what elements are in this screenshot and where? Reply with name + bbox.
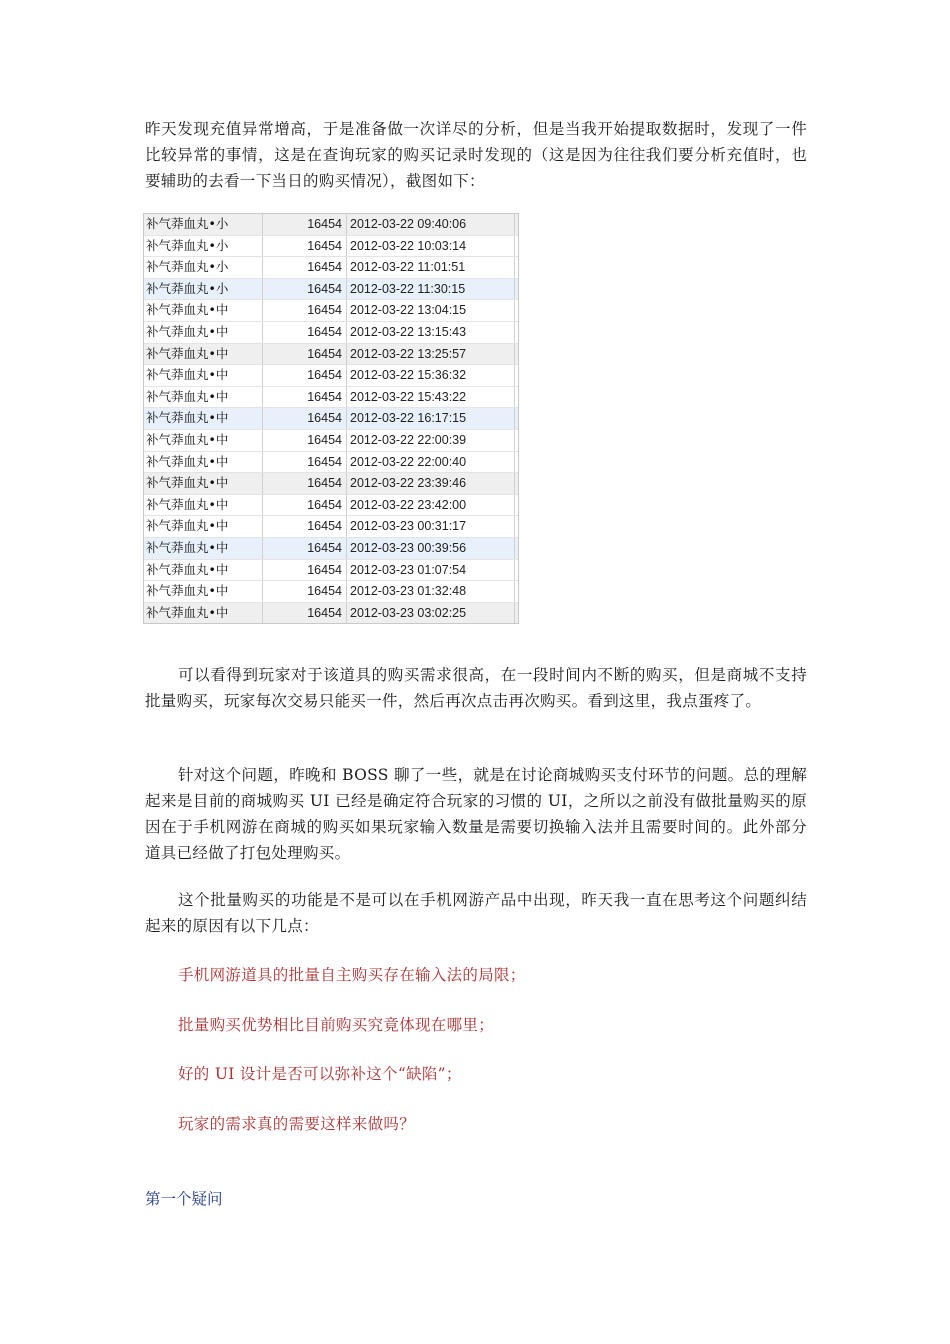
player-id-cell: 16454	[263, 408, 347, 429]
table-row	[144, 516, 518, 538]
empty-cell	[515, 365, 518, 386]
item-name-cell: 补气莽血丸•小	[144, 236, 263, 257]
purchase-time-cell: 2012-03-23 00:39:56	[347, 538, 515, 559]
purchase-time-cell: 2012-03-23 01:07:54	[347, 560, 515, 581]
player-id-cell: 16454	[263, 603, 347, 624]
empty-cell	[515, 452, 518, 473]
table-row	[144, 538, 518, 560]
empty-cell	[515, 322, 518, 343]
player-id-cell: 16454	[263, 473, 347, 494]
item-name-cell: 补气莽血丸•小	[144, 279, 263, 300]
table-row	[144, 344, 518, 366]
player-id-cell: 16454	[263, 365, 347, 386]
empty-cell	[515, 495, 518, 516]
item-name-cell: 补气莽血丸•中	[144, 430, 263, 451]
empty-cell	[515, 603, 518, 624]
purchase-time-cell: 2012-03-23 01:32:48	[347, 581, 515, 602]
player-id-cell: 16454	[263, 344, 347, 365]
item-name-cell: 补气莽血丸•中	[144, 452, 263, 473]
player-id-cell: 16454	[263, 495, 347, 516]
player-id-cell: 16454	[263, 279, 347, 300]
table-row	[144, 560, 518, 582]
item-name-cell: 补气莽血丸•中	[144, 473, 263, 494]
table-row	[144, 279, 518, 301]
empty-cell	[515, 344, 518, 365]
question-2: 批量购买优势相比目前购买究竟体现在哪里；	[178, 1016, 495, 1034]
purchase-time-cell: 2012-03-22 23:39:46	[347, 473, 515, 494]
empty-cell	[515, 257, 518, 278]
player-id-cell: 16454	[263, 560, 347, 581]
player-id-cell: 16454	[263, 257, 347, 278]
player-id-cell: 16454	[263, 538, 347, 559]
purchase-time-cell: 2012-03-22 11:30:15	[347, 279, 515, 300]
empty-cell	[515, 214, 518, 235]
empty-cell	[515, 236, 518, 257]
purchase-time-cell: 2012-03-22 13:15:43	[347, 322, 515, 343]
empty-cell	[515, 581, 518, 602]
table-row	[144, 300, 518, 322]
empty-cell	[515, 516, 518, 537]
table-row	[144, 581, 518, 603]
purchase-time-cell: 2012-03-22 11:01:51	[347, 257, 515, 278]
item-name-cell: 补气莽血丸•中	[144, 603, 263, 624]
table-row	[144, 430, 518, 452]
empty-cell	[515, 538, 518, 559]
purchase-time-cell: 2012-03-22 16:17:15	[347, 408, 515, 429]
empty-cell	[515, 279, 518, 300]
reasons-paragraph: 这个批量购买的功能是不是可以在手机网游产品中出现，昨天我一直在思考这个问题纠结起来的原因有以下几点：	[145, 891, 807, 935]
item-name-cell: 补气莽血丸•中	[144, 516, 263, 537]
item-name-cell: 补气莽血丸•中	[144, 495, 263, 516]
player-id-cell: 16454	[263, 214, 347, 235]
table-row	[144, 257, 518, 279]
player-id-cell: 16454	[263, 236, 347, 257]
discussion-paragraph: 针对这个问题，昨晚和 BOSS 聊了一些，就是在讨论商城购买支付环节的问题。总的理解起来是目前的商城购买 UI 已经是确定符合玩家的习惯的 UI，之所以之前没有做批量购买的原因在于手机网游在商城的购买如果玩家输入数量是需要切换输入法并且需要时间的。此外部分道具已经做了打包处理购买。	[145, 766, 807, 862]
item-name-cell: 补气莽血丸•中	[144, 322, 263, 343]
table-row	[144, 408, 518, 430]
table-row	[144, 452, 518, 474]
table-row	[144, 236, 518, 258]
player-id-cell: 16454	[263, 452, 347, 473]
item-name-cell: 补气莽血丸•中	[144, 538, 263, 559]
empty-cell	[515, 300, 518, 321]
table-row	[144, 495, 518, 517]
empty-cell	[515, 473, 518, 494]
empty-cell	[515, 387, 518, 408]
table-row	[144, 214, 518, 236]
table-row	[144, 473, 518, 495]
player-id-cell: 16454	[263, 387, 347, 408]
item-name-cell: 补气莽血丸•中	[144, 560, 263, 581]
empty-cell	[515, 430, 518, 451]
item-name-cell: 补气莽血丸•中	[144, 581, 263, 602]
item-name-cell: 补气莽血丸•中	[144, 344, 263, 365]
empty-cell	[515, 408, 518, 429]
item-name-cell: 补气莽血丸•中	[144, 408, 263, 429]
purchase-time-cell: 2012-03-22 09:40:06	[347, 214, 515, 235]
player-id-cell: 16454	[263, 322, 347, 343]
item-name-cell: 补气莽血丸•小	[144, 257, 263, 278]
table-row	[144, 322, 518, 344]
empty-cell	[515, 560, 518, 581]
purchase-time-cell: 2012-03-22 13:04:15	[347, 300, 515, 321]
player-id-cell: 16454	[263, 430, 347, 451]
purchase-record-screenshot	[143, 213, 519, 624]
question-4: 玩家的需求真的需要这样来做吗？	[178, 1115, 416, 1133]
table-row	[144, 387, 518, 409]
item-name-cell: 补气莽血丸•中	[144, 387, 263, 408]
player-id-cell: 16454	[263, 516, 347, 537]
purchase-time-cell: 2012-03-23 00:31:17	[347, 516, 515, 537]
section-heading: 第一个疑问	[145, 1190, 223, 1208]
table-row	[144, 365, 518, 387]
purchase-time-cell: 2012-03-22 13:25:57	[347, 344, 515, 365]
purchase-time-cell: 2012-03-22 22:00:39	[347, 430, 515, 451]
purchase-time-cell: 2012-03-23 03:02:25	[347, 603, 515, 624]
purchase-time-cell: 2012-03-22 22:00:40	[347, 452, 515, 473]
intro-paragraph: 昨天发现充值异常增高，于是准备做一次详尽的分析，但是当我开始提取数据时，发现了一件比较异常的事情，这是在查询玩家的购买记录时发现的（这是因为往往我们要分析充值时，也要辅助的去看一下当日的购买情况），截图如下：	[145, 120, 807, 190]
item-name-cell: 补气莽血丸•中	[144, 365, 263, 386]
item-name-cell: 补气莽血丸•小	[144, 214, 263, 235]
purchase-time-cell: 2012-03-22 15:36:32	[347, 365, 515, 386]
item-name-cell: 补气莽血丸•中	[144, 300, 263, 321]
observation-paragraph: 可以看得到玩家对于该道具的购买需求很高，在一段时间内不断的购买，但是商城不支持批量购买，玩家每次交易只能买一件，然后再次点击再次购买。看到这里，我点蛋疼了。	[145, 666, 807, 710]
purchase-time-cell: 2012-03-22 15:43:22	[347, 387, 515, 408]
question-1: 手机网游道具的批量自主购买存在输入法的局限；	[178, 966, 526, 984]
player-id-cell: 16454	[263, 300, 347, 321]
purchase-time-cell: 2012-03-22 23:42:00	[347, 495, 515, 516]
table-row	[144, 603, 518, 624]
purchase-time-cell: 2012-03-22 10:03:14	[347, 236, 515, 257]
player-id-cell: 16454	[263, 581, 347, 602]
question-3: 好的 UI 设计是否可以弥补这个“缺陷”；	[178, 1065, 462, 1083]
